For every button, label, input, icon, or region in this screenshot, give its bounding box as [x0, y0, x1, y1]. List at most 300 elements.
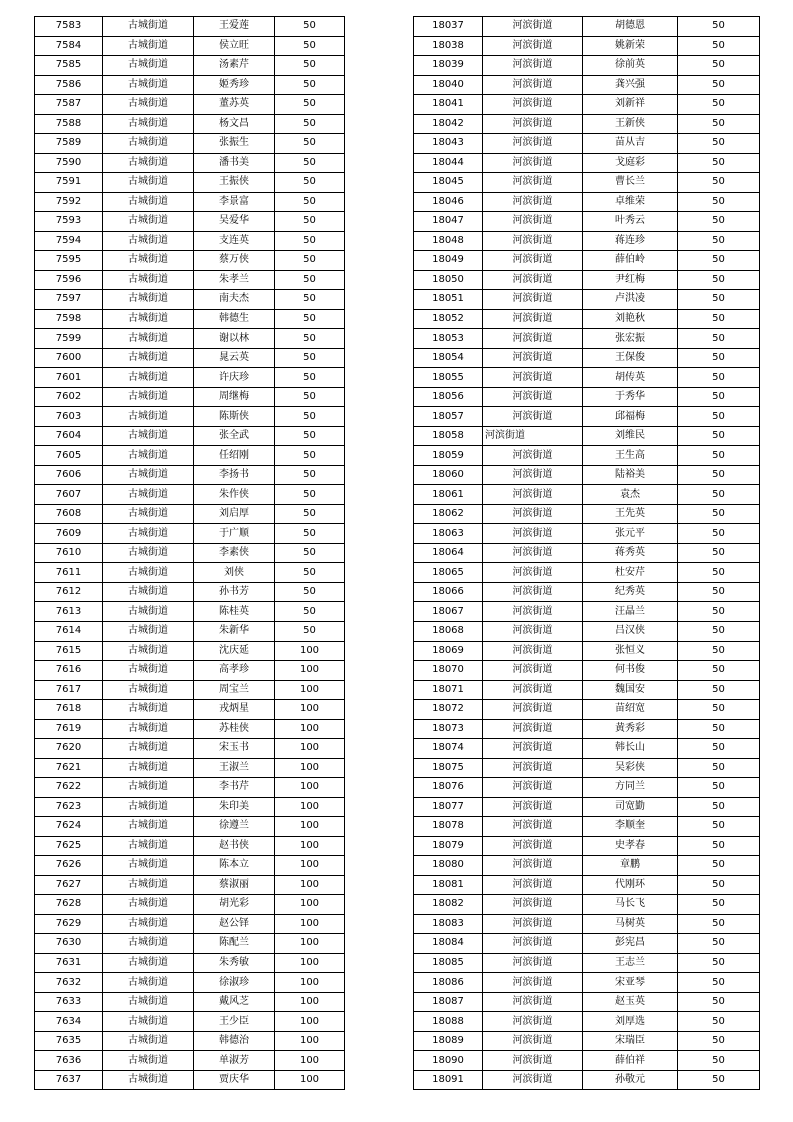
cell-amount: 50	[275, 504, 345, 524]
cell-name: 李顺奎	[583, 817, 678, 837]
cell-amount: 50	[678, 524, 760, 544]
cell-amount: 50	[275, 563, 345, 583]
table-row	[35, 563, 345, 583]
cell-id: 7592	[35, 192, 103, 212]
table-row	[414, 17, 760, 37]
cell-amount: 100	[275, 1051, 345, 1071]
table-row	[35, 387, 345, 407]
cell-district: 古城街道	[103, 465, 194, 485]
cell-id: 7609	[35, 524, 103, 544]
cell-id: 7616	[35, 661, 103, 681]
cell-district: 古城街道	[103, 524, 194, 544]
cell-id: 7597	[35, 290, 103, 310]
cell-id: 7631	[35, 953, 103, 973]
cell-id: 18039	[414, 56, 483, 76]
cell-district: 河滨街道	[483, 797, 583, 817]
cell-id: 7613	[35, 602, 103, 622]
cell-amount: 50	[678, 700, 760, 720]
cell-amount: 50	[678, 914, 760, 934]
cell-district: 河滨街道	[483, 173, 583, 193]
cell-amount: 50	[678, 778, 760, 798]
cell-amount: 50	[275, 290, 345, 310]
table-row	[35, 309, 345, 329]
table-row	[414, 1012, 760, 1032]
cell-name: 叶秀云	[583, 212, 678, 232]
cell-name: 李扬书	[194, 465, 275, 485]
cell-district: 河滨街道	[483, 563, 583, 583]
cell-name: 徐遵兰	[194, 817, 275, 837]
cell-amount: 50	[678, 36, 760, 56]
cell-name: 于广顺	[194, 524, 275, 544]
cell-district: 河滨街道	[483, 641, 583, 661]
cell-name: 苏桂侠	[194, 719, 275, 739]
cell-district: 古城街道	[103, 231, 194, 251]
cell-district: 古城街道	[103, 504, 194, 524]
cell-name: 潘书美	[194, 153, 275, 173]
cell-id: 18064	[414, 543, 483, 563]
cell-district: 河滨街道	[483, 1051, 583, 1071]
cell-district: 河滨街道	[483, 856, 583, 876]
cell-district: 河滨街道	[483, 17, 583, 37]
cell-name: 姚新荣	[583, 36, 678, 56]
cell-name: 侯立旺	[194, 36, 275, 56]
cell-amount: 50	[678, 739, 760, 759]
table-row	[414, 1031, 760, 1051]
cell-id: 7636	[35, 1051, 103, 1071]
cell-district: 古城街道	[103, 426, 194, 446]
cell-district: 河滨街道	[483, 543, 583, 563]
cell-district: 古城街道	[103, 1012, 194, 1032]
cell-name: 王先英	[583, 504, 678, 524]
cell-id: 7604	[35, 426, 103, 446]
cell-amount: 50	[678, 1012, 760, 1032]
cell-amount: 50	[678, 1051, 760, 1071]
table-row	[35, 251, 345, 271]
cell-district: 古城街道	[103, 700, 194, 720]
cell-amount: 50	[678, 309, 760, 329]
cell-id: 18091	[414, 1070, 483, 1090]
cell-district: 古城街道	[103, 817, 194, 837]
table-row	[35, 875, 345, 895]
cell-amount: 50	[678, 75, 760, 95]
cell-amount: 100	[275, 680, 345, 700]
cell-amount: 50	[275, 56, 345, 76]
cell-name: 王淑兰	[194, 758, 275, 778]
cell-id: 7635	[35, 1031, 103, 1051]
cell-amount: 50	[678, 348, 760, 368]
table-row	[35, 602, 345, 622]
table-row	[414, 231, 760, 251]
cell-id: 7614	[35, 621, 103, 641]
cell-amount: 50	[275, 543, 345, 563]
cell-amount: 50	[275, 426, 345, 446]
table-row	[35, 504, 345, 524]
table-row	[35, 836, 345, 856]
cell-name: 章鹏	[583, 856, 678, 876]
cell-name: 韩长山	[583, 739, 678, 759]
cell-amount: 50	[275, 368, 345, 388]
cell-name: 宋瑞臣	[583, 1031, 678, 1051]
table-row	[414, 563, 760, 583]
table-row	[35, 114, 345, 134]
table-row	[414, 95, 760, 115]
table-row	[35, 992, 345, 1012]
table-row	[414, 817, 760, 837]
cell-name: 陆裕美	[583, 465, 678, 485]
cell-amount: 50	[678, 134, 760, 154]
cell-district: 河滨街道	[483, 446, 583, 466]
cell-name: 方同兰	[583, 778, 678, 798]
cell-name: 陈配兰	[194, 934, 275, 954]
cell-id: 18046	[414, 192, 483, 212]
table-row	[414, 895, 760, 915]
cell-district: 河滨街道	[483, 290, 583, 310]
cell-id: 18058	[414, 426, 483, 446]
cell-name: 蒋连珍	[583, 231, 678, 251]
table-row	[35, 895, 345, 915]
table-row	[35, 817, 345, 837]
table-row	[414, 1051, 760, 1071]
cell-district: 河滨街道	[483, 407, 583, 427]
cell-id: 18037	[414, 17, 483, 37]
cell-name: 朱孝兰	[194, 270, 275, 290]
cell-id: 18081	[414, 875, 483, 895]
cell-name: 李书芹	[194, 778, 275, 798]
table-row	[35, 75, 345, 95]
cell-district: 古城街道	[103, 973, 194, 993]
cell-amount: 100	[275, 817, 345, 837]
cell-amount: 50	[678, 934, 760, 954]
cell-id: 7608	[35, 504, 103, 524]
cell-id: 7623	[35, 797, 103, 817]
cell-amount: 50	[678, 270, 760, 290]
table-row	[35, 582, 345, 602]
table-row	[414, 290, 760, 310]
cell-district: 古城街道	[103, 1031, 194, 1051]
cell-district: 河滨街道	[483, 524, 583, 544]
cell-id: 7622	[35, 778, 103, 798]
cell-id: 7596	[35, 270, 103, 290]
cell-amount: 100	[275, 1031, 345, 1051]
table-row	[35, 173, 345, 193]
cell-district: 河滨街道	[483, 817, 583, 837]
cell-district: 古城街道	[103, 719, 194, 739]
cell-district: 古城街道	[103, 173, 194, 193]
cell-amount: 50	[678, 114, 760, 134]
cell-name: 薛伯岭	[583, 251, 678, 271]
cell-amount: 50	[678, 621, 760, 641]
cell-district: 古城街道	[103, 680, 194, 700]
cell-district: 河滨街道	[483, 680, 583, 700]
cell-district: 古城街道	[103, 368, 194, 388]
cell-id: 7637	[35, 1070, 103, 1090]
cell-name: 代刚环	[583, 875, 678, 895]
table-row	[414, 700, 760, 720]
table-row	[414, 75, 760, 95]
cell-name: 孙书芳	[194, 582, 275, 602]
table-row	[414, 778, 760, 798]
cell-id: 7586	[35, 75, 103, 95]
table-row	[35, 524, 345, 544]
cell-id: 7624	[35, 817, 103, 837]
cell-name: 姬秀珍	[194, 75, 275, 95]
cell-district: 古城街道	[103, 251, 194, 271]
cell-id: 7602	[35, 387, 103, 407]
cell-id: 18079	[414, 836, 483, 856]
cell-id: 18045	[414, 173, 483, 193]
cell-name: 司宽勤	[583, 797, 678, 817]
cell-id: 18076	[414, 778, 483, 798]
cell-district: 河滨街道	[483, 1070, 583, 1090]
cell-amount: 50	[678, 485, 760, 505]
cell-district: 古城街道	[103, 953, 194, 973]
cell-district: 河滨街道	[483, 329, 583, 349]
cell-amount: 50	[678, 387, 760, 407]
cell-amount: 50	[678, 836, 760, 856]
cell-name: 卢洪凌	[583, 290, 678, 310]
cell-name: 胡传英	[583, 368, 678, 388]
cell-id: 18085	[414, 953, 483, 973]
cell-district: 古城街道	[103, 114, 194, 134]
cell-name: 任绍刚	[194, 446, 275, 466]
cell-amount: 100	[275, 700, 345, 720]
table-row	[414, 407, 760, 427]
cell-id: 7593	[35, 212, 103, 232]
table-row	[414, 953, 760, 973]
table-row	[414, 856, 760, 876]
cell-district: 河滨街道	[483, 212, 583, 232]
cell-amount: 50	[275, 134, 345, 154]
cell-name: 韩德治	[194, 1031, 275, 1051]
cell-id: 7617	[35, 680, 103, 700]
cell-name: 徐前英	[583, 56, 678, 76]
cell-amount: 100	[275, 875, 345, 895]
cell-id: 7590	[35, 153, 103, 173]
cell-name: 刘维民	[583, 426, 678, 446]
table-row	[35, 641, 345, 661]
cell-district: 古城街道	[103, 856, 194, 876]
cell-district: 河滨街道	[483, 661, 583, 681]
cell-amount: 50	[678, 192, 760, 212]
cell-name: 赵玉英	[583, 992, 678, 1012]
cell-name: 龚兴强	[583, 75, 678, 95]
cell-district: 河滨街道	[483, 465, 583, 485]
cell-name: 卓维荣	[583, 192, 678, 212]
table-row	[414, 426, 760, 446]
cell-amount: 50	[678, 56, 760, 76]
table-row	[35, 368, 345, 388]
table-row	[414, 836, 760, 856]
cell-id: 7601	[35, 368, 103, 388]
cell-district: 河滨街道	[483, 895, 583, 915]
cell-id: 18078	[414, 817, 483, 837]
cell-district: 河滨街道	[483, 114, 583, 134]
table-row	[414, 446, 760, 466]
cell-id: 7598	[35, 309, 103, 329]
cell-district: 古城街道	[103, 661, 194, 681]
cell-amount: 50	[275, 75, 345, 95]
table-row	[35, 153, 345, 173]
cell-district: 古城街道	[103, 797, 194, 817]
table-row	[414, 934, 760, 954]
cell-amount: 100	[275, 953, 345, 973]
cell-amount: 50	[275, 524, 345, 544]
cell-name: 董苏英	[194, 95, 275, 115]
cell-id: 7619	[35, 719, 103, 739]
cell-district: 古城街道	[103, 582, 194, 602]
cell-id: 18071	[414, 680, 483, 700]
cell-id: 7612	[35, 582, 103, 602]
cell-name: 李素侠	[194, 543, 275, 563]
cell-id: 7625	[35, 836, 103, 856]
cell-district: 古城街道	[103, 563, 194, 583]
cell-id: 18053	[414, 329, 483, 349]
cell-district: 古城街道	[103, 641, 194, 661]
cell-id: 7584	[35, 36, 103, 56]
cell-name: 戎炳星	[194, 700, 275, 720]
cell-district: 古城街道	[103, 348, 194, 368]
cell-name: 支连英	[194, 231, 275, 251]
table-row	[414, 621, 760, 641]
cell-name: 王少臣	[194, 1012, 275, 1032]
cell-district: 古城街道	[103, 739, 194, 759]
cell-district: 古城街道	[103, 875, 194, 895]
table-row	[35, 407, 345, 427]
cell-district: 古城街道	[103, 309, 194, 329]
cell-district: 河滨街道	[483, 934, 583, 954]
table-row	[414, 485, 760, 505]
cell-name: 吕汉侠	[583, 621, 678, 641]
left-table	[34, 16, 345, 1090]
cell-id: 18059	[414, 446, 483, 466]
table-row	[414, 602, 760, 622]
cell-id: 18080	[414, 856, 483, 876]
cell-name: 刘启厚	[194, 504, 275, 524]
cell-amount: 50	[678, 407, 760, 427]
cell-district: 河滨街道	[483, 973, 583, 993]
cell-district: 河滨街道	[483, 231, 583, 251]
cell-name: 胡德恩	[583, 17, 678, 37]
cell-amount: 50	[678, 543, 760, 563]
cell-district: 古城街道	[103, 36, 194, 56]
table-row	[414, 797, 760, 817]
cell-district: 河滨街道	[483, 56, 583, 76]
cell-id: 7595	[35, 251, 103, 271]
cell-amount: 50	[678, 641, 760, 661]
cell-id: 18061	[414, 485, 483, 505]
cell-amount: 50	[678, 953, 760, 973]
cell-id: 7632	[35, 973, 103, 993]
table-row	[35, 192, 345, 212]
cell-district: 河滨街道	[483, 719, 583, 739]
cell-amount: 50	[678, 797, 760, 817]
cell-id: 18041	[414, 95, 483, 115]
cell-id: 18073	[414, 719, 483, 739]
cell-district: 河滨街道	[483, 485, 583, 505]
cell-amount: 50	[678, 602, 760, 622]
cell-id: 7599	[35, 329, 103, 349]
table-row	[414, 114, 760, 134]
cell-amount: 100	[275, 1012, 345, 1032]
cell-name: 邱福梅	[583, 407, 678, 427]
cell-district: 古城街道	[103, 934, 194, 954]
table-row	[35, 212, 345, 232]
cell-amount: 50	[678, 661, 760, 681]
cell-id: 7618	[35, 700, 103, 720]
cell-name: 魏国安	[583, 680, 678, 700]
table-row	[414, 973, 760, 993]
cell-amount: 50	[275, 582, 345, 602]
cell-name: 于秀华	[583, 387, 678, 407]
cell-district: 河滨街道	[483, 621, 583, 641]
table-row	[414, 1070, 760, 1090]
cell-district: 河滨街道	[483, 153, 583, 173]
cell-id: 7628	[35, 895, 103, 915]
table-row	[414, 875, 760, 895]
cell-district: 河滨街道	[483, 270, 583, 290]
table-row	[35, 739, 345, 759]
cell-id: 18075	[414, 758, 483, 778]
cell-name: 王爱莲	[194, 17, 275, 37]
cell-id: 18043	[414, 134, 483, 154]
cell-district: 河滨街道	[483, 368, 583, 388]
cell-amount: 100	[275, 758, 345, 778]
cell-name: 吴彩侠	[583, 758, 678, 778]
cell-amount: 50	[275, 212, 345, 232]
cell-amount: 50	[678, 992, 760, 1012]
table-row	[414, 661, 760, 681]
table-row	[35, 485, 345, 505]
cell-id: 18089	[414, 1031, 483, 1051]
cell-name: 戈庭彩	[583, 153, 678, 173]
cell-amount: 100	[275, 797, 345, 817]
table-row	[414, 251, 760, 271]
cell-amount: 50	[275, 251, 345, 271]
cell-amount: 100	[275, 934, 345, 954]
cell-name: 袁杰	[583, 485, 678, 505]
cell-name: 吴爱华	[194, 212, 275, 232]
cell-district: 河滨街道	[483, 836, 583, 856]
table-row	[414, 680, 760, 700]
cell-district: 古城街道	[103, 17, 194, 37]
cell-amount: 100	[275, 914, 345, 934]
cell-id: 7627	[35, 875, 103, 895]
cell-district: 河滨街道	[483, 602, 583, 622]
table-row	[414, 719, 760, 739]
cell-amount: 50	[678, 875, 760, 895]
table-row	[414, 582, 760, 602]
cell-amount: 50	[678, 856, 760, 876]
cell-amount: 50	[678, 1070, 760, 1090]
cell-amount: 100	[275, 661, 345, 681]
table-row	[35, 134, 345, 154]
table-row	[414, 348, 760, 368]
table-row	[35, 719, 345, 739]
cell-id: 7629	[35, 914, 103, 934]
cell-id: 18087	[414, 992, 483, 1012]
cell-name: 晁云英	[194, 348, 275, 368]
cell-name: 杨文昌	[194, 114, 275, 134]
cell-amount: 50	[275, 602, 345, 622]
cell-amount: 50	[678, 582, 760, 602]
cell-name: 南夫杰	[194, 290, 275, 310]
cell-id: 7583	[35, 17, 103, 37]
cell-amount: 50	[678, 895, 760, 915]
cell-district: 古城街道	[103, 621, 194, 641]
cell-id: 18048	[414, 231, 483, 251]
cell-id: 7600	[35, 348, 103, 368]
table-row	[414, 270, 760, 290]
